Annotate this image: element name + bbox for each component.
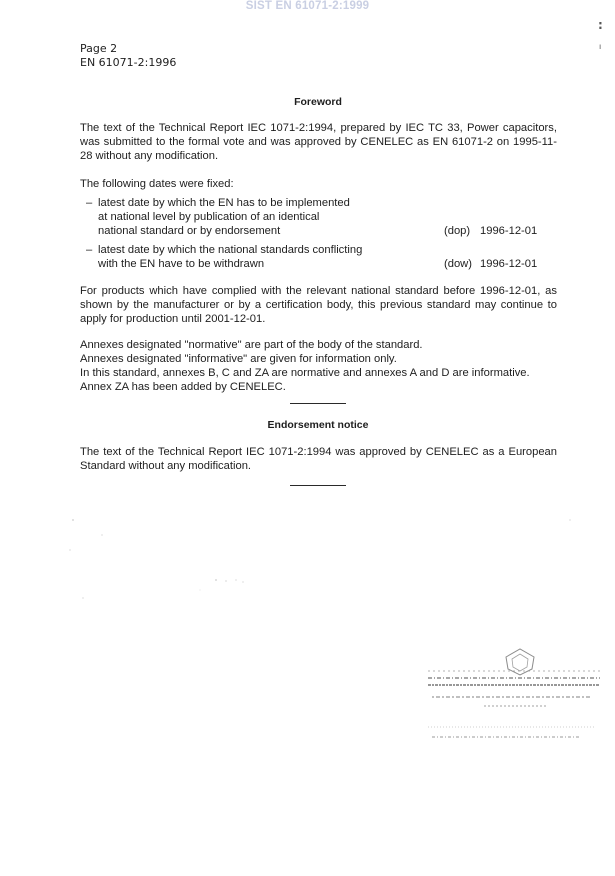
annex-line: Annexes designated "normative" are part of the body of the standard. <box>80 339 423 351</box>
edge-mark: ı <box>599 42 602 51</box>
date-item-line: national standard or by endorsement <box>98 225 281 237</box>
annex-line: Annex ZA has been added by CENELEC. <box>80 381 286 393</box>
date-item-line: latest date by which the EN has to be implemented <box>98 197 350 209</box>
date-value: 1996-12-01 <box>480 258 538 270</box>
date-abbr: (dow) <box>444 258 472 270</box>
date-item-line: at national level by publication of an identical <box>98 211 320 223</box>
endorsement-heading: Endorsement notice <box>267 419 369 431</box>
watermark: SIST EN 61071-2:1999 <box>245 0 370 12</box>
stamp-emblem-icon <box>424 645 604 745</box>
date-abbr: (dop) <box>444 225 471 237</box>
archive-stamp <box>424 645 604 745</box>
edge-mark: : <box>598 18 603 32</box>
date-item-line: latest date by which the national standards conflicting <box>98 244 363 256</box>
dates-intro: The following dates were fixed: <box>80 178 234 190</box>
products-paragraph: For products which have complied with the relevant national standard before 1996-12-01, as shown by the manufacturer or by a certification body, this previous standard may continue to apply for production until 2001-12-01. <box>80 285 557 325</box>
standard-number: EN 61071-2:1996 <box>80 56 177 69</box>
foreword-intro: The text of the Technical Report IEC 1071-2:1994, prepared by IEC TC 33, Power capacitors, was submitted to the formal vote and was approved by CENELEC as EN 61071-2 on 1995-11-28 without any modification. <box>80 122 557 162</box>
annex-line: In this standard, annexes B, C and ZA are normative and annexes A and D are informative. <box>80 367 530 379</box>
dash-bullet: – <box>86 197 93 209</box>
endorsement-text: The text of the Technical Report IEC 1071-2:1994 was approved by CENELEC as a European Standard without any modification. <box>80 446 557 472</box>
date-item-line: with the EN have to be withdrawn <box>98 258 265 270</box>
date-value: 1996-12-01 <box>480 225 538 237</box>
page-number: Page 2 <box>80 42 118 55</box>
dash-bullet: – <box>86 244 93 256</box>
annex-line: Annexes designated "informative" are given for information only. <box>80 353 397 365</box>
foreword-heading: Foreword <box>294 96 342 108</box>
